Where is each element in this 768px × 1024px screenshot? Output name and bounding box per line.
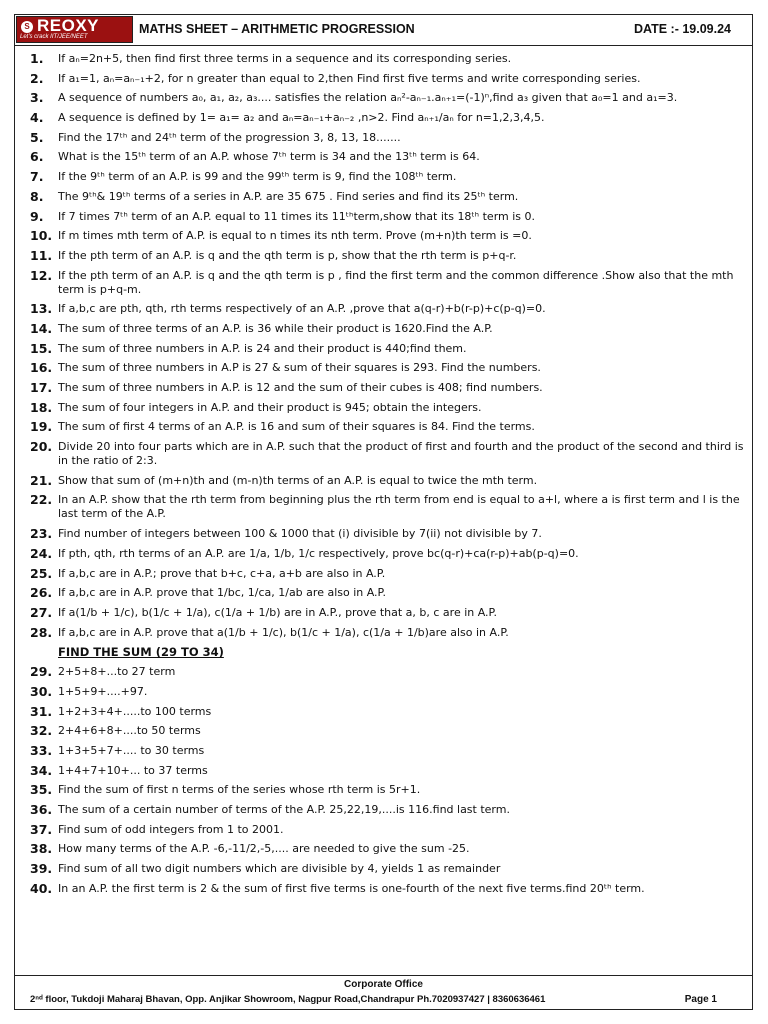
question-number: 17. bbox=[30, 380, 53, 395]
question-item bbox=[30, 322, 745, 336]
logo-name: REOXY bbox=[37, 16, 100, 35]
question-number: 28. bbox=[30, 624, 53, 640]
question-number: 14. bbox=[30, 320, 53, 336]
question-item bbox=[30, 803, 745, 817]
question-item bbox=[30, 685, 745, 699]
header bbox=[14, 14, 753, 46]
question-item bbox=[30, 527, 745, 541]
question-item bbox=[30, 111, 745, 125]
question-item bbox=[30, 724, 745, 738]
question-number: 29. bbox=[30, 664, 53, 680]
question-item bbox=[30, 862, 745, 876]
question-item bbox=[30, 440, 745, 468]
question-item bbox=[30, 381, 745, 395]
question-item bbox=[30, 764, 745, 778]
reoxy-logo bbox=[16, 16, 133, 43]
question-text: 1+4+7+10+... to 37 terms bbox=[58, 763, 208, 777]
question-number: 35. bbox=[30, 782, 53, 798]
question-item bbox=[30, 882, 745, 896]
question-group-2 bbox=[30, 665, 745, 896]
question-number: 30. bbox=[30, 683, 53, 699]
question-number: 3. bbox=[30, 90, 44, 106]
question-text: A sequence is defined by 1= a₁= a₂ and aₙ=aₙ₋₁+aₙ₋₂ ,n>2. Find aₙ₊₁/aₙ for n=1,2,3,4,5. bbox=[58, 111, 545, 125]
question-text: If a(1/b + 1/c), b(1/c + 1/a), c(1/a + 1/b) are in A.P., prove that a, b, c are in A.P. bbox=[58, 605, 497, 619]
page-number: Page 1 bbox=[684, 994, 717, 1005]
sheet-date: DATE :- 19.09.24 bbox=[633, 22, 731, 36]
question-item bbox=[30, 420, 745, 434]
question-text: The 9ᵗʰ& 19ᵗʰ terms of a series in A.P. are 35 675 . Find series and find its 25ᵗʰ term. bbox=[58, 189, 519, 203]
question-text: If a,b,c are pth, qth, rth terms respectively of an A.P. ,prove that a(q-r)+b(r-p)+c(p-q)=0. bbox=[58, 302, 546, 316]
question-item bbox=[30, 131, 745, 145]
question-text: 2+4+6+8+....to 50 terms bbox=[58, 724, 201, 738]
question-text: The sum of three numbers in A.P. is 12 and the sum of their cubes is 408; find numbers. bbox=[58, 381, 543, 394]
question-text: 1+2+3+4+.....to 100 terms bbox=[58, 704, 212, 718]
question-number: 34. bbox=[30, 762, 53, 778]
question-item bbox=[30, 665, 745, 679]
question-text: 1+3+5+7+.... to 30 terms bbox=[58, 744, 205, 757]
question-item bbox=[30, 229, 745, 243]
question-number: 39. bbox=[30, 861, 53, 877]
question-item bbox=[30, 190, 745, 204]
question-number: 9. bbox=[30, 208, 44, 224]
question-item bbox=[30, 269, 745, 297]
office-address: 2ⁿᵈ floor, Tukdoji Maharaj Bhavan, Opp. Anjikar Showroom, Nagpur Road,Chandrapur Ph.7020937427 | 8360636461 bbox=[30, 994, 546, 1005]
question-number: 38. bbox=[30, 841, 53, 857]
question-text: The sum of three terms of an A.P. is 36 while their product is 1620.Find the A.P. bbox=[58, 321, 493, 335]
question-item bbox=[30, 705, 745, 719]
question-item bbox=[30, 474, 745, 488]
question-text: Find sum of odd integers from 1 to 2001. bbox=[58, 822, 284, 836]
section-title: FIND THE SUM (29 TO 34) bbox=[58, 645, 224, 660]
question-item bbox=[30, 586, 745, 600]
sheet-title: MATHS SHEET – ARITHMETIC PROGRESSION bbox=[139, 22, 415, 36]
question-text: The sum of four integers in A.P. and their product is 945; obtain the integers. bbox=[58, 400, 482, 414]
question-number: 24. bbox=[30, 545, 53, 561]
question-text: A sequence of numbers a₀, a₁, a₂, a₃.... satisfies the relation aₙ²-aₙ₋₁.aₙ₊₁=(-1)ⁿ,find a₃ given that a₀=1 and a₁=3. bbox=[58, 91, 678, 105]
question-text: If the pth term of an A.P. is q and the qth term is p, show that the rth term is p+q-r. bbox=[58, 248, 517, 262]
question-item bbox=[30, 401, 745, 415]
question-item bbox=[30, 150, 745, 164]
question-item bbox=[30, 626, 745, 640]
question-number: 2. bbox=[30, 70, 44, 86]
question-number: 23. bbox=[30, 526, 53, 542]
question-text: If a,b,c are in A.P.; prove that b+c, c+a, a+b are also in A.P. bbox=[58, 566, 386, 580]
question-number: 32. bbox=[30, 723, 53, 739]
question-item bbox=[30, 547, 745, 561]
question-item bbox=[30, 342, 745, 356]
question-number: 10. bbox=[30, 228, 53, 244]
question-list bbox=[30, 52, 745, 902]
question-number: 12. bbox=[30, 267, 53, 283]
question-item bbox=[30, 783, 745, 797]
question-item bbox=[30, 493, 745, 521]
question-text: 1+5+9+....+97. bbox=[58, 684, 148, 698]
question-number: 20. bbox=[30, 439, 53, 455]
question-text: The sum of a certain number of terms of the A.P. 25,22,19,....is 116.find last term. bbox=[58, 803, 510, 817]
question-text: If a,b,c are in A.P. prove that a(1/b + 1/c), b(1/c + 1/a), c(1/a + 1/b)are also in A.P. bbox=[58, 625, 509, 639]
question-item bbox=[30, 52, 745, 66]
question-number: 33. bbox=[30, 743, 53, 758]
question-number: 8. bbox=[30, 188, 44, 204]
logo-tagline: Let's crack IIT/JEE/NEET bbox=[20, 34, 88, 40]
question-number: 4. bbox=[30, 110, 44, 126]
question-text: In an A.P. show that the rth term from beginning plus the rth term from end is equal to a+l, where a is first term and l is the last term of the A.P. bbox=[58, 493, 740, 521]
question-number: 21. bbox=[30, 472, 53, 488]
question-text: The sum of first 4 terms of an A.P. is 16 and sum of their squares is 84. Find the terms. bbox=[58, 420, 535, 434]
question-text: Divide 20 into four parts which are in A.P. such that the product of first and fourth and the product of the second and third is in the ratio of 2:3. bbox=[58, 440, 744, 468]
question-text: Find number of integers between 100 & 1000 that (i) divisible by 7(ii) not divisible by 7. bbox=[58, 527, 542, 541]
question-text: Find the 17ᵗʰ and 24ᵗʰ term of the progression 3, 8, 13, 18....... bbox=[58, 130, 401, 144]
question-item bbox=[30, 249, 745, 263]
question-text: 2+5+8+...to 27 term bbox=[58, 665, 176, 679]
question-number: 1. bbox=[30, 51, 44, 66]
logo-mark: S bbox=[21, 21, 33, 33]
question-number: 18. bbox=[30, 399, 53, 415]
question-text: Find the sum of first n terms of the series whose rth term is 5r+1. bbox=[58, 783, 421, 797]
question-item bbox=[30, 842, 745, 856]
question-number: 11. bbox=[30, 247, 53, 263]
question-number: 19. bbox=[30, 419, 53, 435]
question-item bbox=[30, 170, 745, 184]
question-number: 7. bbox=[30, 169, 44, 185]
question-item bbox=[30, 744, 745, 758]
question-text: What is the 15ᵗʰ term of an A.P. whose 7ᵗʰ term is 34 and the 13ᵗʰ term is 64. bbox=[58, 150, 480, 164]
question-item bbox=[30, 210, 745, 224]
question-number: 27. bbox=[30, 604, 53, 620]
question-text: If the 9ᵗʰ term of an A.P. is 99 and the 99ᵗʰ term is 9, find the 108ᵗʰ term. bbox=[58, 170, 457, 184]
question-group-1 bbox=[30, 52, 745, 640]
footer bbox=[14, 975, 753, 1010]
question-item bbox=[30, 302, 745, 316]
question-text: Show that sum of (m+n)th and (m-n)th terms of an A.P. is equal to twice the mth term. bbox=[58, 473, 538, 487]
question-number: 15. bbox=[30, 340, 53, 356]
question-item bbox=[30, 606, 745, 620]
question-item bbox=[30, 361, 745, 375]
question-item bbox=[30, 91, 745, 105]
question-number: 36. bbox=[30, 802, 53, 818]
question-text: The sum of three numbers in A.P is 27 & sum of their squares is 293. Find the numbers. bbox=[58, 361, 541, 375]
question-item bbox=[30, 567, 745, 581]
question-text: If pth, qth, rth terms of an A.P. are 1/a, 1/b, 1/c respectively, prove bc(q-r)+ca(r-p)+ab(p-q)=0. bbox=[58, 546, 579, 560]
question-text: If a₁=1, aₙ=aₙ₋₁+2, for n greater than equal to 2,then Find first five terms and write corresponding series. bbox=[58, 71, 641, 85]
question-text: In an A.P. the first term is 2 & the sum of first five terms is one-fourth of the next five terms.find 20ᵗʰ term. bbox=[58, 881, 645, 895]
question-number: 16. bbox=[30, 360, 53, 376]
question-text: If 7 times 7ᵗʰ term of an A.P. equal to 11 times its 11ᵗʰterm,show that its 18ᵗʰ term is 0. bbox=[58, 209, 536, 223]
question-number: 26. bbox=[30, 585, 53, 601]
question-text: How many terms of the A.P. -6,-11/2,-5,.... are needed to give the sum -25. bbox=[58, 842, 470, 856]
question-text: Find sum of all two digit numbers which are divisible by 4, yields 1 as remainder bbox=[58, 862, 501, 876]
question-item bbox=[30, 823, 745, 837]
question-number: 25. bbox=[30, 565, 53, 581]
question-number: 5. bbox=[30, 129, 44, 145]
question-text: If the pth term of an A.P. is q and the qth term is p , find the first term and the common difference .Show also that the mth term is p+q-m. bbox=[58, 268, 734, 296]
question-number: 6. bbox=[30, 149, 44, 165]
question-number: 40. bbox=[30, 880, 53, 896]
question-text: If aₙ=2n+5, then find first three terms in a sequence and its corresponding series. bbox=[58, 52, 512, 65]
question-number: 22. bbox=[30, 492, 53, 508]
question-text: If a,b,c are in A.P. prove that 1/bc, 1/ca, 1/ab are also in A.P. bbox=[58, 586, 386, 600]
question-item bbox=[30, 72, 745, 86]
question-text: The sum of three numbers in A.P. is 24 and their product is 440;find them. bbox=[58, 341, 467, 355]
question-text: If m times mth term of A.P. is equal to n times its nth term. Prove (m+n)th term is =0. bbox=[58, 229, 532, 243]
corporate-office-label: Corporate Office bbox=[344, 979, 423, 990]
question-number: 37. bbox=[30, 821, 53, 837]
question-number: 31. bbox=[30, 703, 53, 719]
question-number: 13. bbox=[30, 301, 53, 317]
